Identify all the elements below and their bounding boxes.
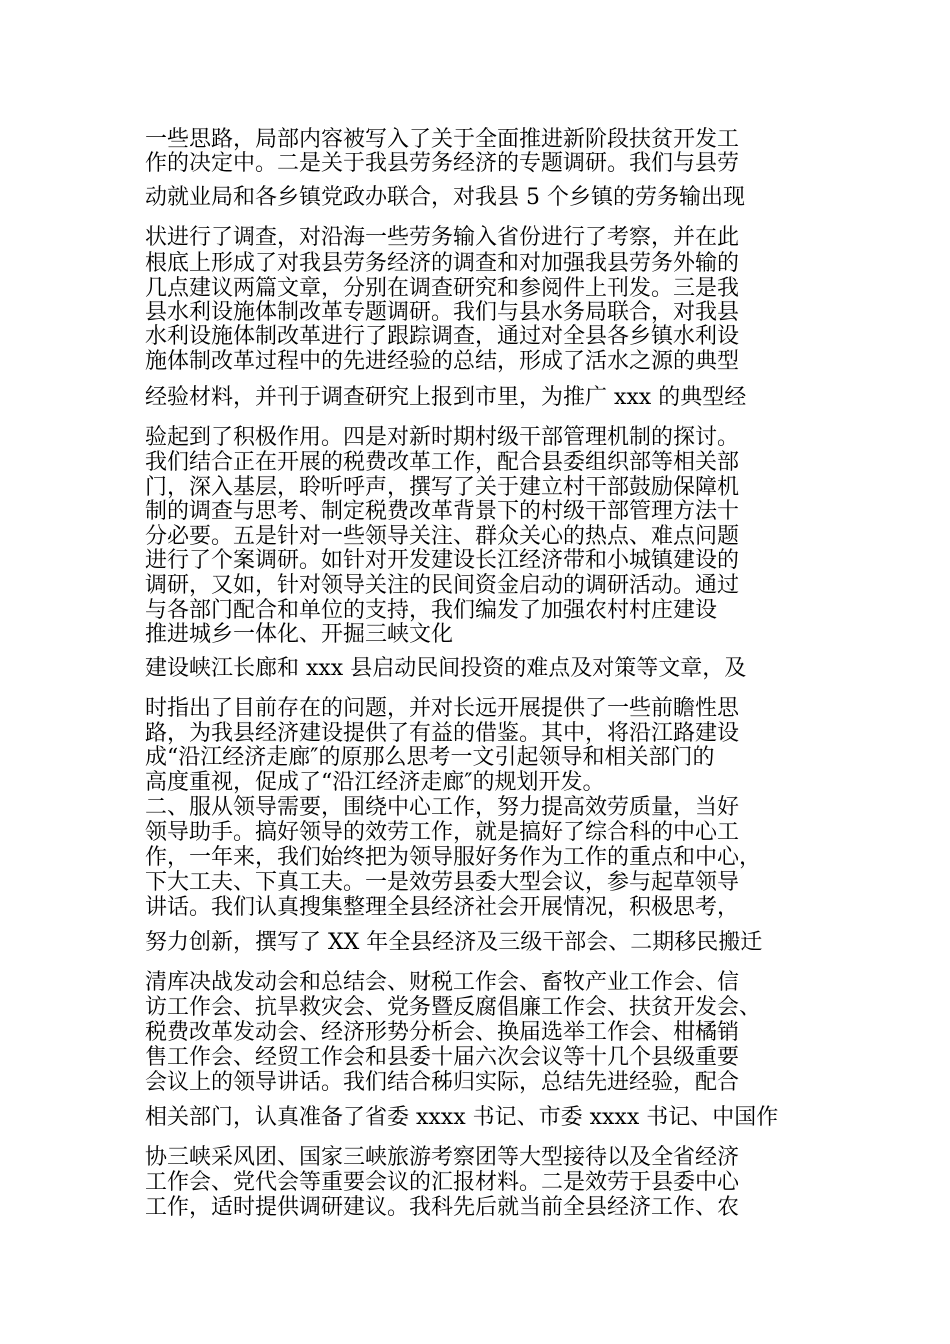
text-line: 努力创新，撰写了 XX 年全县经济及三级干部会、二期移民搬迁 [145,930,763,955]
text-line: 验起到了积极作用。四是对新时期村级干部管理机制的探讨。 [145,425,740,450]
text-line: 路，为我县经济建设提供了有益的借鉴。其中，将沿江路建设 [145,721,740,746]
text-line: 税费改革发动会、经济形势分析会、换届选举工作会、柑橘销 [145,1020,740,1045]
text-line: 作的决定中。二是关于我县劳务经济的专题调研。我们与县劳 [145,151,740,176]
text-line: 动就业局和各乡镇党政办联合，对我县 5 个乡镇的劳务输出现 [145,185,745,210]
text-line: 作，一年来，我们始终把为领导服好务作为工作的重点和中心， [145,845,762,870]
text-line: 工作，适时提供调研建议。我科先后就当前全县经济工作、农 [145,1195,740,1220]
text-line: 根底上形成了对我县劳务经济的调查和对加强我县劳务外输的 [145,251,740,276]
text-line: 经验材料，并刊于调查研究上报到市里，为推广 xxx 的典型经 [145,385,747,410]
text-line: 工作会、党代会等重要会议的汇报材料。二是效劳于县委中心 [145,1170,740,1195]
text-line: 制的调查与思考、制定税费改革背景下的村级干部管理方法十 [145,499,740,524]
text-line: 调研，又如，针对领导关注的民间资金启动的调研活动。通过 [145,573,740,598]
text-line: 高度重视，促成了“沿江经济走廊″的规划开发。 [145,770,605,795]
text-line: 状进行了调查，对沿海一些劳务输入省份进行了考察，并在此 [145,225,740,250]
text-line: 门，深入基层，聆听呼声，撰写了关于建立村干部鼓励保障机 [145,475,740,500]
text-line: 时指出了目前存在的问题，并对长远开展提供了一些前瞻性思 [145,696,740,721]
text-line: 推进城乡一体化、开掘三峡文化 [145,622,454,647]
text-line: 建设峡江长廊和 xxx 县启动民间投资的难点及对策等文章，及 [145,656,747,681]
text-line: 水利设施体制改革进行了跟踪调查，通过对全县各乡镇水利设 [145,324,740,349]
text-line: 下大工夫、下真工夫。一是效劳县委大型会议，参与起草领导 [145,870,740,895]
text-line: 分必要。五是针对一些领导关注、群众关心的热点、难点问题 [145,524,740,549]
text-line: 领导助手。搞好领导的效劳工作，就是搞好了综合科的中心工 [145,820,740,845]
text-line: 我们结合正在开展的税费改革工作，配合县委组织部等相关部 [145,450,740,475]
text-line: 讲话。我们认真搜集整理全县经济社会开展情况，积极思考， [145,895,740,920]
text-line: 访工作会、抗旱救灾会、党务暨反腐倡廉工作会、扶贫开发会、 [145,995,762,1020]
text-line: 二、服从领导需要，围绕中心工作，努力提高效劳质量，当好 [145,795,740,820]
text-line: 一些思路，局部内容被写入了关于全面推进新阶段扶贫开发工 [145,127,740,152]
text-line: 与各部门配合和单位的支持，我们编发了加强农村村庄建设 [145,598,718,623]
text-line: 县水利设施体制改革专题调研。我们与县水务局联合，对我县 [145,300,740,325]
text-line: 售工作会、经贸工作会和县委十届六次会议等十几个县级重要 [145,1045,740,1070]
text-line: 成“沿江经济走廊″的原那么思考一文引起领导和相关部门的 [145,745,715,770]
text-line: 清库决战发动会和总结会、财税工作会、畜牧产业工作会、信 [145,970,740,995]
text-line: 协三峡采风团、国家三峡旅游考察团等大型接待以及全省经济 [145,1145,740,1170]
text-line: 进行了个案调研。如针对开发建设长江经济带和小城镇建设的 [145,548,740,573]
text-line: 施体制改革过程中的先进经验的总结，形成了活水之源的典型 [145,349,740,374]
text-line: 会议上的领导讲话。我们结合秭归实际，总结先进经验，配合 [145,1070,740,1095]
text-line: 几点建议两篇文章，分别在调查研究和参阅件上刊发。三是我 [145,276,740,301]
text-line: 相关部门，认真准备了省委 xxxx 书记、市委 xxxx 书记、中国作 [145,1105,779,1130]
